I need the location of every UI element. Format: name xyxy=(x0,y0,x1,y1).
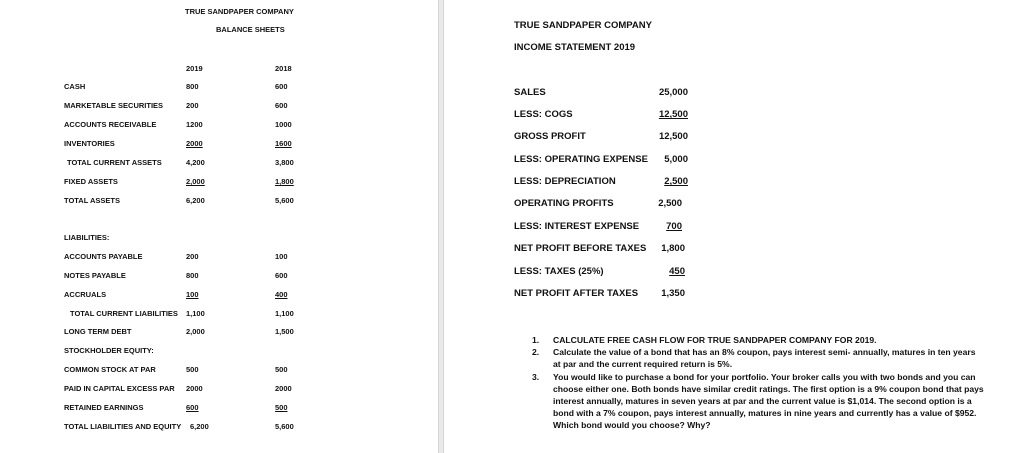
bs-row-label: TOTAL LIABILITIES AND EQUITY xyxy=(64,422,182,431)
bs-row-label: ACCOUNTS PAYABLE xyxy=(64,252,143,261)
question-item xyxy=(532,346,984,370)
bs-row-2018: 100 xyxy=(275,252,288,261)
bs-row-2019: 1200 xyxy=(186,120,203,129)
bs-row-2019: 800 xyxy=(186,271,199,280)
is-row-label: NET PROFIT AFTER TAXES xyxy=(514,288,639,299)
bs-row-2019: 800 xyxy=(186,82,199,91)
bs-row-2018: 5,600 xyxy=(275,422,294,431)
is-row-label: SALES xyxy=(514,87,546,98)
bs-row-label: MARKETABLE SECURITIES xyxy=(64,101,164,110)
bs-row-2018: 1,500 xyxy=(275,327,294,336)
question-number: 1. xyxy=(532,335,540,345)
bs-row-2019: 200 xyxy=(186,101,199,110)
question-number: 2. xyxy=(532,347,540,358)
bs-row-2018: 5,600 xyxy=(275,196,294,205)
is-row-value: 1,350 xyxy=(661,288,685,299)
bs-row-2019: 2,000 xyxy=(186,327,205,336)
is-row-label: GROSS PROFIT xyxy=(514,131,586,142)
bs-row-2018: 3,800 xyxy=(275,158,294,167)
bs-row-2019: 2,000 xyxy=(186,177,205,186)
balance-sheet-company: TRUE SANDPAPER COMPANY xyxy=(185,7,294,16)
bs-row-label: TOTAL CURRENT ASSETS xyxy=(67,158,162,167)
bs-row-2019: 100 xyxy=(186,290,199,299)
bs-row-label: NOTES PAYABLE xyxy=(64,271,126,280)
is-row-value: 2,500 xyxy=(664,176,688,187)
question-text: You would like to purchase a bond for your portfolio. Your broker calls you with two bonds and you can choose either one. Both bonds have similar credit ratings. The first option is a 9% coupon bond that pays interest annually, matures in seven years at par and the current value is $1,014. The second option is a bond with a 7% coupon, pays interest annually, matures in nine years and currently has a value of $952. Which bond would you choose? Why? xyxy=(553,371,984,431)
is-row-value: 1,800 xyxy=(661,243,685,254)
question-item xyxy=(532,334,984,346)
is-row-value: 450 xyxy=(669,266,685,277)
bs-row-2019: 500 xyxy=(186,365,199,374)
is-row-label: LESS: TAXES (25%) xyxy=(514,266,604,277)
is-row-value: 700 xyxy=(666,221,682,232)
is-row-value: 5,000 xyxy=(664,154,688,165)
bs-row-2018: 600 xyxy=(275,82,288,91)
bs-section-liabilities: LIABILITIES: xyxy=(64,233,110,242)
bs-row-2019: 6,200 xyxy=(186,196,205,205)
bs-section-equity: STOCKHOLDER EQUITY: xyxy=(64,346,154,355)
is-row-value: 2,500 xyxy=(658,198,682,209)
bs-row-label: COMMON STOCK AT PAR xyxy=(64,365,156,374)
bs-row-label: LONG TERM DEBT xyxy=(64,327,132,336)
income-statement-title: INCOME STATEMENT 2019 xyxy=(514,42,636,53)
bs-row-label: ACCOUNTS RECEIVABLE xyxy=(64,120,157,129)
bs-row-2018: 2000 xyxy=(275,384,292,393)
bs-row-2018: 600 xyxy=(275,101,288,110)
bs-row-2019: 4,200 xyxy=(186,158,205,167)
bs-row-2018: 500 xyxy=(275,403,288,412)
question-number: 3. xyxy=(532,371,540,382)
bs-row-label: TOTAL CURRENT LIABILITIES xyxy=(70,309,178,318)
year-header-2018: 2018 xyxy=(275,64,292,73)
bs-row-label: ACCRUALS xyxy=(64,290,107,299)
bs-row-2019: 1,100 xyxy=(186,309,205,318)
is-row-label: LESS: DEPRECIATION xyxy=(514,176,616,187)
bs-row-2018: 1,800 xyxy=(275,177,294,186)
bs-row-2018: 1,100 xyxy=(275,309,294,318)
is-row-label: NET PROFIT BEFORE TAXES xyxy=(514,243,647,254)
bs-row-2018: 500 xyxy=(275,365,288,374)
question-text: CALCULATE FREE CASH FLOW FOR TRUE SANDPAPER COMPANY FOR 2019. xyxy=(553,335,877,345)
bs-row-2019: 2000 xyxy=(186,139,203,148)
is-row-value: 12,500 xyxy=(658,109,688,120)
bs-row-2019: 600 xyxy=(186,403,199,412)
bs-row-label: PAID IN CAPITAL EXCESS PAR xyxy=(64,384,175,393)
is-row-value: 25,000 xyxy=(658,87,688,98)
bs-row-2019: 200 xyxy=(186,252,199,261)
bs-row-2018: 600 xyxy=(275,271,288,280)
balance-sheet-title: BALANCE SHEETS xyxy=(216,25,285,34)
bs-row-label: FIXED ASSETS xyxy=(64,177,118,186)
bs-row-label: CASH xyxy=(64,82,86,91)
is-row-label: LESS: COGS xyxy=(514,109,573,120)
bs-row-label: INVENTORIES xyxy=(64,139,115,148)
is-row-label: OPERATING PROFITS xyxy=(514,198,614,209)
bs-row-2019: 6,200 xyxy=(190,422,209,431)
year-header-2019: 2019 xyxy=(186,64,203,73)
question-item xyxy=(532,371,984,432)
bs-row-label: TOTAL ASSETS xyxy=(64,196,120,205)
bs-row-2018: 400 xyxy=(275,290,288,299)
question-list xyxy=(532,334,984,432)
page-divider xyxy=(438,0,444,453)
bs-row-label: RETAINED EARNINGS xyxy=(64,403,144,412)
bs-row-2018: 1600 xyxy=(275,139,292,148)
is-row-label: LESS: INTEREST EXPENSE xyxy=(514,221,640,232)
income-statement-company: TRUE SANDPAPER COMPANY xyxy=(514,20,652,31)
question-text: Calculate the value of a bond that has an 8% coupon, pays interest semi- annually, matures in ten years at par and the current required return is 5%. xyxy=(553,347,976,370)
is-row-value: 12,500 xyxy=(658,131,688,142)
bs-row-2018: 1000 xyxy=(275,120,292,129)
bs-row-2019: 2000 xyxy=(186,384,203,393)
is-row-label: LESS: OPERATING EXPENSE xyxy=(514,154,648,165)
